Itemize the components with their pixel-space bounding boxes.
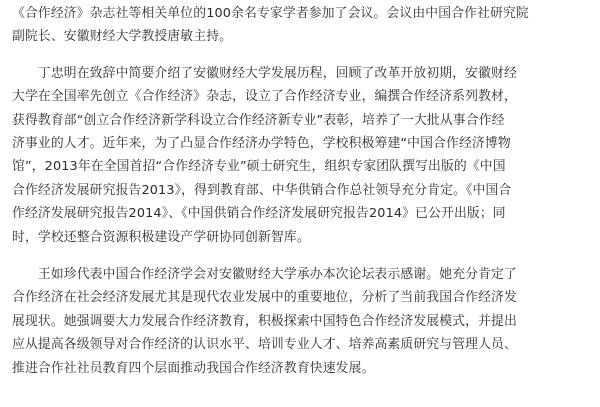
paragraph-ding-zhongming	[12, 62, 588, 249]
text-line: 王如珍代表中国合作经济学会对安徽财经大学承办本次论坛表示感谢。她充分肯定了	[12, 267, 517, 283]
text-line: 《合作经济》杂志社等相关单位的100余名专家学者参加了会议。会议由中国合作社研究院	[12, 6, 529, 21]
text-line: 展现状。她强调要大力发展合作经济教育，积极探索中国特色合作经济发展模式，并提出	[12, 313, 517, 329]
paragraph-spacer	[12, 249, 588, 263]
text-line: 获得教育部“创立合作经济新学科设立合作经济新专业”表彰，培养了一大批从事合作经	[12, 112, 505, 128]
text-line: 合作经济在社会经济发展尤其是现代农业发展中的重要地位，分析了当前我国合作经济发	[12, 290, 517, 306]
text-line: 推进合作社社员教育四个层面推动我国合作经济教育快速发展。	[12, 360, 375, 376]
paragraph-spacer	[12, 49, 588, 62]
text-line: 时，学校还整合资源积极建设产学研协同创新智库。	[12, 229, 310, 245]
text-line: 作经济发展研究报告2014》、《中国供销合作经济发展研究报告2014》已公开出版；同	[12, 206, 506, 222]
text-line: 副院长、安徽财经大学教授唐敏主持。	[12, 29, 233, 45]
paragraph-wang-ruzhen	[12, 263, 588, 380]
text-line: 合作经济发展研究报告2013》，得到教育部、中华供销合作总社领导充分肯定。《中国合	[12, 182, 512, 198]
paragraph-intro	[12, 2, 588, 49]
text-line: 济事业的人才。近年来，为了凸显合作经济办学特色，学校积极筹建“中国合作经济博物	[12, 136, 511, 152]
text-line: 应从提高各级领导对合作经济的认识水平、培训专业人才、培养高素质研究与管理人员、	[12, 337, 517, 353]
text-line: 馆”，2013年在全国首招“合作经济专业”硕士研究生，组织专家团队撰写出版的《中国	[12, 159, 506, 175]
text-line: 大学在全国率先创立《合作经济》杂志，设立了合作经济专业，编撰合作经济系列教材，	[12, 89, 517, 105]
text-line: 丁忠明在致辞中简要介绍了安徽财经大学发展历程，回顾了改革开放初期，安徽财经	[12, 65, 517, 81]
